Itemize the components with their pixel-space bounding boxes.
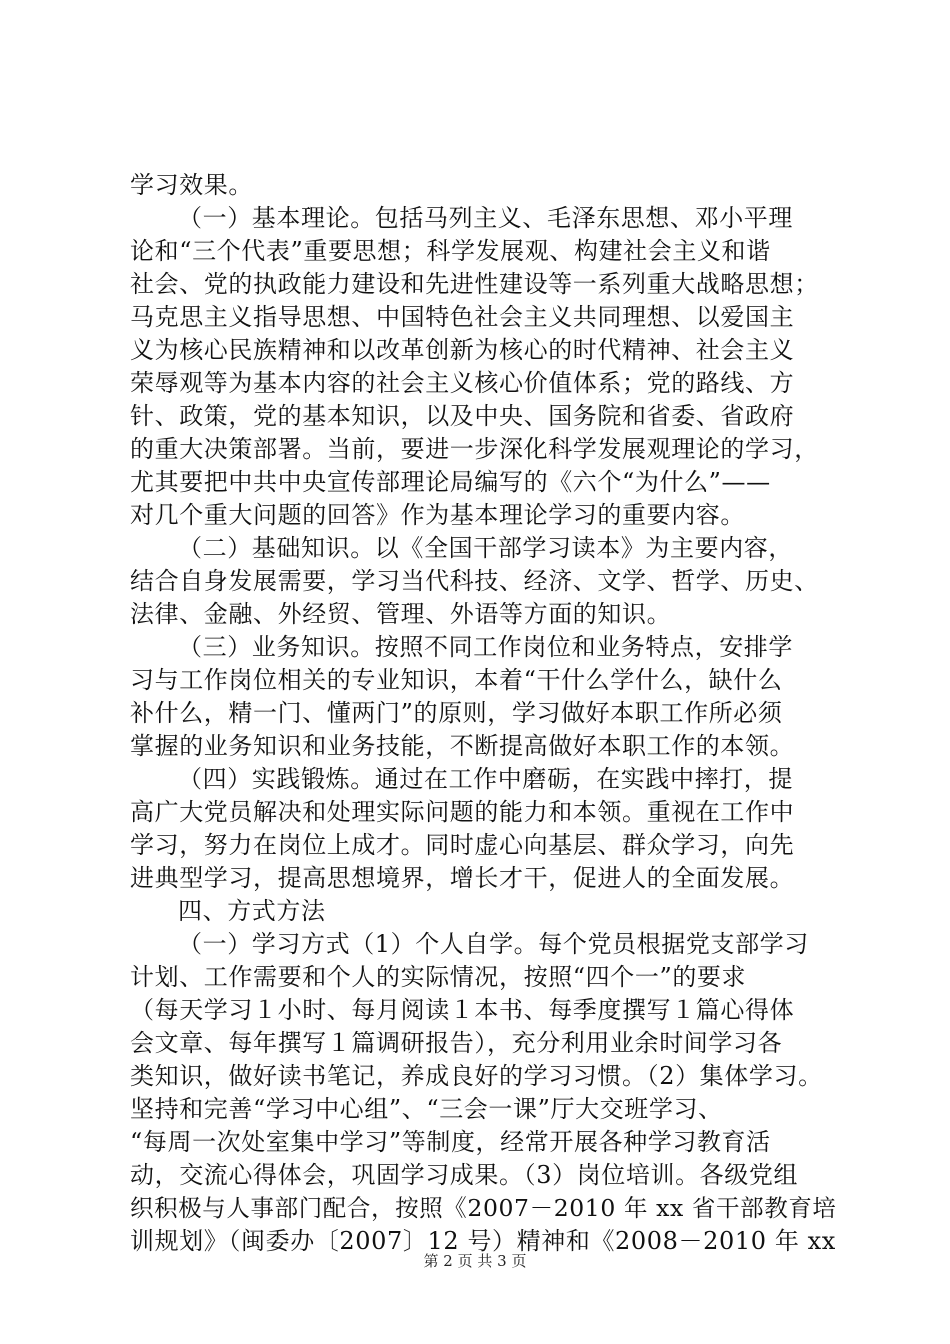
text-line-8: 针、政策，党的基本知识，以及中央、国务院和省委、省政府	[130, 402, 795, 430]
text-line-6: 义为核心民族精神和以改革创新为核心的时代精神、社会主义	[130, 336, 795, 364]
section-heading: 四、方式方法	[178, 897, 326, 925]
text-line-7: 荣辱观等为基本内容的社会主义核心价值体系；党的路线、方	[130, 369, 795, 397]
text-line-24: （一）学习方式（1）个人自学。每个党员根据党支部学习	[178, 930, 809, 958]
text-line-19: （四）实践锻炼。通过在工作中磨砺，在实践中摔打，提	[178, 765, 793, 793]
text-line-22: 进典型学习，提高思想境界，增长才干，促进人的全面发展。	[130, 864, 795, 892]
text-line-5: 马克思主义指导思想、中国特色社会主义共同理想、以爱国主	[130, 303, 795, 331]
text-line-18: 掌握的业务知识和业务技能，不断提高做好本职工作的本领。	[130, 732, 795, 760]
text-line-30: “每周一次处室集中学习”等制度，经常开展各种学习教育活	[130, 1128, 771, 1156]
text-line-15: （三）业务知识。按照不同工作岗位和业务特点，安排学	[178, 633, 793, 661]
text-line-10: 尤其要把中共中央宣传部理论局编写的《六个“为什么”——	[130, 468, 771, 496]
text-line-13: 结合自身发展需要，学习当代科技、经济、文学、哲学、历史、	[130, 567, 819, 595]
page-number-footer: 第 2 页 共 3 页	[423, 1252, 527, 1270]
text-line-25: 计划、工作需要和个人的实际情况，按照“四个一”的要求	[130, 963, 747, 991]
text-line-28: 类知识，做好读书笔记，养成良好的学习习惯。（2）集体学习。	[130, 1062, 823, 1090]
text-line-12: （二）基础知识。以《全国干部学习读本》为主要内容，	[178, 534, 793, 562]
text-line-11: 对几个重大问题的回答》作为基本理论学习的重要内容。	[130, 501, 745, 529]
text-line-16: 习与工作岗位相关的专业知识，本着“干什么学什么，缺什么	[130, 666, 783, 694]
text-line-21: 学习，努力在岗位上成才。同时虚心向基层、群众学习，向先	[130, 831, 795, 859]
text-line-4: 社会、党的执政能力建设和先进性建设等一系列重大战略思想；	[130, 270, 819, 298]
text-line-3: 论和“三个代表”重要思想；科学发展观、构建社会主义和谐	[130, 237, 771, 265]
text-line-14: 法律、金融、外经贸、管理、外语等方面的知识。	[130, 600, 672, 628]
text-line-33: 训规划》（闽委办〔2007〕12 号）精神和《2008－2010 年 xx	[130, 1227, 836, 1255]
text-line-1: 学习效果。	[130, 171, 253, 199]
text-line-26: （每天学习１小时、每月阅读１本书、每季度撰写１篇心得体	[130, 996, 795, 1024]
text-line-31: 动，交流心得体会，巩固学习成果。（3）岗位培训。各级党组	[130, 1161, 799, 1189]
text-line-2: （一）基本理论。包括马列主义、毛泽东思想、邓小平理	[178, 204, 793, 232]
text-line-20: 高广大党员解决和处理实际问题的能力和本领。重视在工作中	[130, 798, 795, 826]
text-line-17: 补什么，精一门、懂两门”的原则，学习做好本职工作所必须	[130, 699, 783, 727]
text-line-9: 的重大决策部署。当前，要进一步深化科学发展观理论的学习，	[130, 435, 819, 463]
text-line-27: 会文章、每年撰写１篇调研报告），充分利用业余时间学习各	[130, 1029, 783, 1057]
text-line-29: 坚持和完善“学习中心组”、“三会一课”厅大交班学习、	[130, 1095, 723, 1123]
text-line-32: 织积极与人事部门配合，按照《2007－2010 年 xx 省干部教育培	[130, 1194, 837, 1222]
